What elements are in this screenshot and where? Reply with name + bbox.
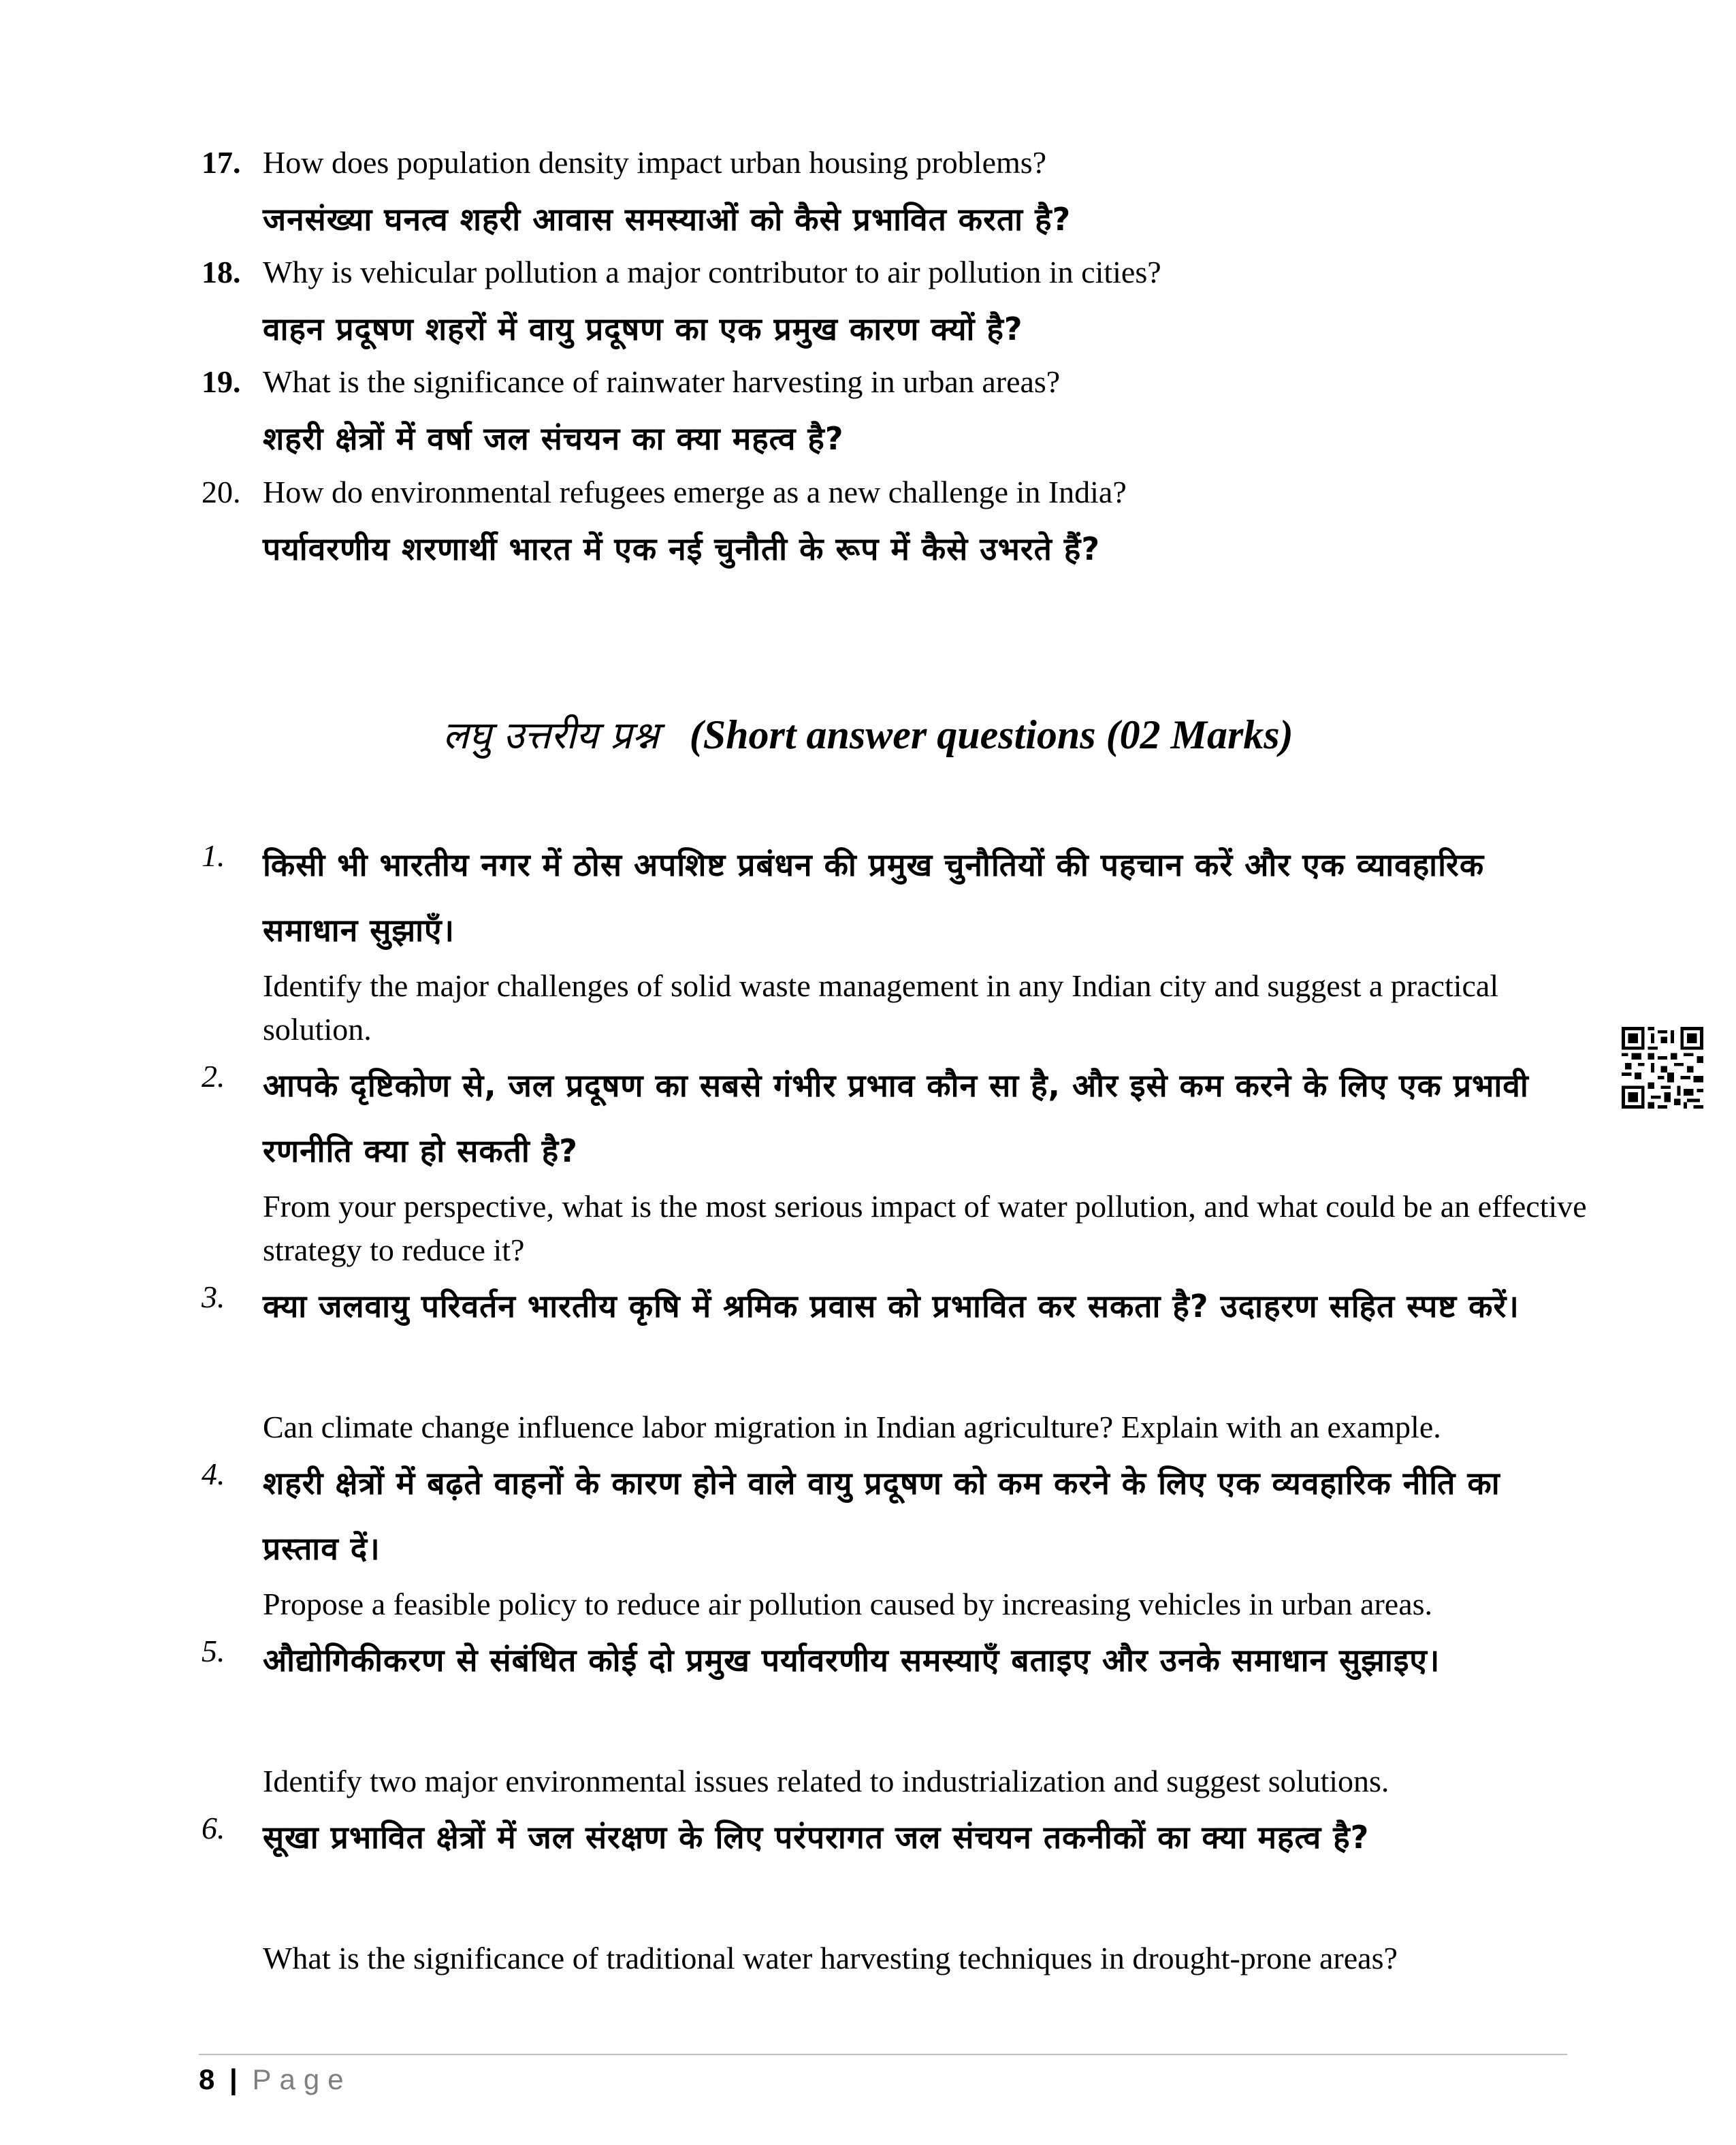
question-text-en: Identify the major challenges of solid waste management in any Indian city and suggest a practical solution. xyxy=(263,968,1499,1047)
question-number: 5. xyxy=(202,1634,225,1668)
qr-code-icon xyxy=(1622,1027,1703,1109)
question-text-en: What is the significance of traditional water harvesting techniques in drought-prone areas? xyxy=(263,1941,1398,1975)
question-text-hi: पर्यावरणीय शरणार्थी भारत में एक नई चुनौती के रूप में कैसे उभरते हैं? xyxy=(263,530,1100,567)
question-number: 20. xyxy=(202,475,241,509)
question-number: 19. xyxy=(202,364,241,399)
question-text-en: How does population density impact urban housing problems? xyxy=(263,145,1047,180)
footer-separator: | xyxy=(229,2063,238,2095)
question-text-hi: वाहन प्रदूषण शहरों में वायु प्रदूषण का एक प्रमुख कारण क्यों है? xyxy=(263,311,1023,347)
question-text-en: Can climate change influence labor migration in Indian agriculture? Explain with an example. xyxy=(263,1410,1441,1444)
question-number: 3. xyxy=(202,1280,225,1314)
question-text-en: Identify two major environmental issues related to industrialization and suggest solutions. xyxy=(263,1764,1389,1798)
question-number: 1. xyxy=(202,838,225,873)
footer-divider xyxy=(199,2054,1567,2055)
page-number: 8 xyxy=(199,2063,215,2095)
question-text-en: What is the significance of rainwater harvesting in urban areas? xyxy=(263,364,1061,399)
page-label: Page xyxy=(252,2063,352,2095)
section-heading-hi: लघु उत्तरीय प्रश्न xyxy=(443,714,659,758)
question-text-hi: आपके दृष्टिकोण से, जल प्रदूषण का सबसे गंभीर प्रभाव कौन सा है, और इसे कम करने के लिए एक प्रभावी रणनीति क्या हो सकती है? xyxy=(263,1067,1529,1169)
question-number: 2. xyxy=(202,1059,225,1094)
page-footer xyxy=(199,2063,352,2096)
question-text-hi: जनसंख्या घनत्व शहरी आवास समस्याओं को कैसे प्रभावित करता है? xyxy=(263,201,1072,238)
question-text-hi: किसी भी भारतीय नगर में ठोस अपशिष्ट प्रबंधन की प्रमुख चुनौतियों की पहचान करें और एक व्यावहारिक समाधान सुझाएँ। xyxy=(263,846,1485,949)
question-number: 6. xyxy=(202,1811,225,1845)
question-text-en: Why is vehicular pollution a major contributor to air pollution in cities? xyxy=(263,255,1161,289)
section-heading xyxy=(0,708,1736,760)
section-heading-en: (Short answer questions (02 Marks) xyxy=(689,712,1293,757)
question-text-en: How do environmental refugees emerge as a new challenge in India? xyxy=(263,475,1127,509)
question-number: 17. xyxy=(202,145,241,180)
question-text-hi: शहरी क्षेत्रों में वर्षा जल संचयन का क्या महत्व है? xyxy=(263,420,844,457)
question-text-hi: सूखा प्रभावित क्षेत्रों में जल संरक्षण के लिए परंपरागत जल संचयन तकनीकों का क्या महत्व है? xyxy=(263,1819,1370,1856)
question-number: 18. xyxy=(202,255,241,289)
question-text-en: Propose a feasible policy to reduce air pollution caused by increasing vehicles in urban areas. xyxy=(263,1587,1433,1621)
question-text-hi: क्या जलवायु परिवर्तन भारतीय कृषि में श्रमिक प्रवास को प्रभावित कर सकता है? उदाहरण सहित स्पष्ट करें। xyxy=(263,1288,1520,1324)
question-text-hi: औद्योगिकीकरण से संबंधित कोई दो प्रमुख पर्यावरणीय समस्याएँ बताइए और उनके समाधान सुझाइए। xyxy=(263,1642,1441,1679)
question-number: 4. xyxy=(202,1457,225,1491)
question-text-hi: शहरी क्षेत्रों में बढ़ते वाहनों के कारण होने वाले वायु प्रदूषण को कम करने के लिए एक व्यवहारिक नीति का प्रस्ताव दें। xyxy=(263,1465,1500,1567)
question-text-en: From your perspective, what is the most serious impact of water pollution, and what could be an effective strategy to reduce it? xyxy=(263,1189,1587,1267)
